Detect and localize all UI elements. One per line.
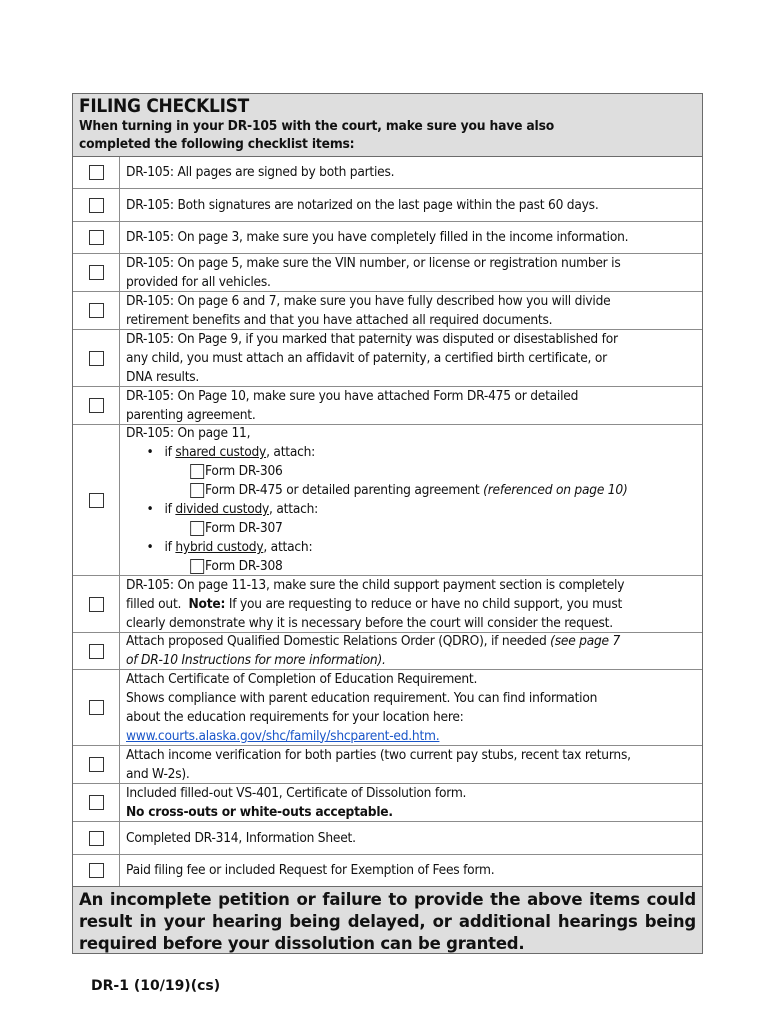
- item-text: DNA results.: [126, 369, 200, 385]
- checklist-row: [73, 746, 702, 784]
- item-text: retirement benefits and that you have attached all required documents.: [126, 312, 553, 328]
- warning-notice: An incomplete petition or failure to provide the above items could result in your hearing being delayed, or additional hearings being required before your dissolution can be granted.: [73, 887, 702, 953]
- item-text: DR-105: On page 11-13, make sure the child support payment section is completely: [126, 577, 625, 593]
- checkbox-vs-401[interactable]: [89, 795, 104, 810]
- checklist-row: [73, 855, 702, 887]
- checklist-row: [73, 222, 702, 254]
- checklist-row: [73, 822, 702, 855]
- sub-item: Form DR-307: [126, 519, 656, 538]
- item-text: DR-105: Both signatures are notarized on the last page within the past 60 days.: [126, 197, 599, 213]
- checklist-row: [73, 330, 702, 387]
- checkbox-form-dr-475[interactable]: [190, 483, 204, 498]
- item-text: filled out. Note: If you are requesting to reduce or have no child support, you must: [126, 596, 623, 612]
- item-text: Included filled-out VS-401, Certificate of Dissolution form.: [126, 785, 467, 801]
- item-text: Attach income verification for both parties (two current pay stubs, recent tax returns,: [126, 747, 631, 763]
- item-text: clearly demonstrate why it is necessary before the court will consider the request.: [126, 615, 613, 631]
- checkbox-custody-forms[interactable]: [89, 493, 104, 508]
- item-text: provided for all vehicles.: [126, 274, 271, 290]
- checkbox-filing-fee[interactable]: [89, 863, 104, 878]
- item-text: Attach proposed Qualified Domestic Relations Order (QDRO), if needed (see page 7: [126, 634, 621, 649]
- item-text: and W-2s).: [126, 766, 190, 782]
- custody-term: hybrid custody: [175, 540, 264, 555]
- custody-term: shared custody: [175, 445, 267, 460]
- checklist-row: [73, 189, 702, 222]
- bullet-hybrid-custody: • if hybrid custody, attach:: [146, 540, 313, 555]
- item-text: DR-105: On Page 10, make sure you have attached Form DR-475 or detailed: [126, 388, 579, 404]
- checkbox-form-dr-306[interactable]: [190, 464, 204, 479]
- checkbox-notarized[interactable]: [89, 198, 104, 213]
- subtitle: When turning in your DR-105 with the court, make sure you have also: [79, 119, 555, 134]
- checkbox-income-info[interactable]: [89, 230, 104, 245]
- item-text: No cross-outs or white-outs acceptable.: [126, 804, 393, 820]
- checkbox-vehicles[interactable]: [89, 265, 104, 280]
- checkbox-retirement[interactable]: [89, 303, 104, 318]
- checklist-row: [73, 784, 702, 822]
- sub-item: Form DR-306: [126, 462, 656, 481]
- checklist-row: [73, 387, 702, 425]
- item-text: DR-105: All pages are signed by both parties.: [126, 165, 395, 180]
- bullet-shared-custody: • if shared custody, attach:: [146, 445, 316, 460]
- checklist-row: [73, 633, 702, 670]
- checklist-row: [73, 425, 702, 576]
- checkbox-form-dr-307[interactable]: [190, 521, 204, 536]
- custody-term: divided custody: [175, 502, 270, 517]
- checkbox-signed-by-both[interactable]: [89, 165, 104, 180]
- item-text: DR-105: On Page 9, if you marked that paternity was disputed or disestablished for: [126, 331, 618, 347]
- checklist-row: [73, 292, 702, 330]
- item-text: Completed DR-314, Information Sheet.: [126, 830, 356, 846]
- item-text: Paid filing fee or included Request for Exemption of Fees form.: [126, 863, 495, 878]
- item-text: DR-105: On page 6 and 7, make sure you have fully described how you will divide: [126, 293, 611, 309]
- checkbox-qdro[interactable]: [89, 644, 104, 659]
- subtitle: completed the following checklist items:: [79, 137, 355, 152]
- item-text: DR-105: On page 5, make sure the VIN number, or license or registration number is: [126, 255, 621, 271]
- item-text: about the education requirements for your location here:: [126, 709, 464, 725]
- checklist-header: [73, 94, 702, 157]
- sub-item: Form DR-308: [126, 557, 656, 576]
- checklist-row: [73, 254, 702, 292]
- sub-item: Form DR-475 or detailed parenting agreement (referenced on page 10): [126, 481, 656, 500]
- checkbox-form-dr-308[interactable]: [190, 559, 204, 574]
- page-title: FILING CHECKLIST: [79, 96, 249, 117]
- checkbox-paternity[interactable]: [89, 351, 104, 366]
- checkbox-child-support[interactable]: [89, 597, 104, 612]
- item-text: DR-105: On page 3, make sure you have completely filled in the income information.: [126, 230, 629, 245]
- checkbox-education-certificate[interactable]: [89, 700, 104, 715]
- item-text: any child, you must attach an affidavit of paternity, a certified birth certificate, or: [126, 350, 607, 366]
- item-text: Attach Certificate of Completion of Education Requirement.: [126, 671, 478, 687]
- filing-checklist-table: [72, 93, 703, 954]
- checkbox-dr-314[interactable]: [89, 831, 104, 846]
- checkbox-income-verification[interactable]: [89, 757, 104, 772]
- education-requirements-link[interactable]: www.courts.alaska.gov/shc/family/shcparent-ed.htm.: [126, 728, 440, 744]
- checklist-row: [73, 157, 702, 189]
- item-text: parenting agreement.: [126, 407, 256, 423]
- item-text: of DR-10 Instructions for more information).: [126, 653, 386, 668]
- checklist-row: [73, 670, 702, 746]
- checkbox-parenting-agreement[interactable]: [89, 398, 104, 413]
- bullet-divided-custody: • if divided custody, attach:: [146, 502, 319, 517]
- item-text: DR-105: On page 11,: [126, 426, 251, 441]
- item-text: Shows compliance with parent education requirement. You can find information: [126, 690, 598, 706]
- checklist-row: [73, 576, 702, 633]
- form-id: DR-1 (10/19)(cs): [91, 978, 221, 994]
